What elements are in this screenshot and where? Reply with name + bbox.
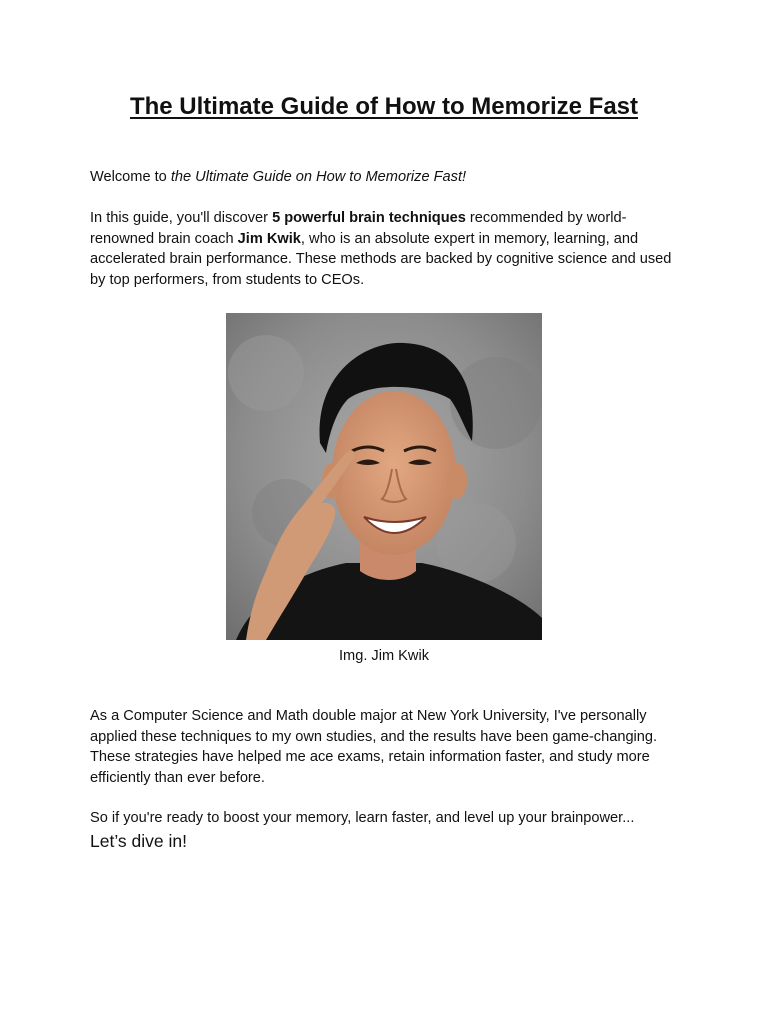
intro-text-1: In this guide, you'll discover: [90, 210, 273, 226]
coach-name: Jim Kwik: [237, 230, 301, 247]
portrait-photo: [226, 313, 542, 640]
intro-paragraph: [90, 208, 682, 290]
ready-paragraph: So if you're ready to boost your memory, learn faster, and level up your brainpower...: [90, 810, 635, 826]
closing-line: Let’s dive in!: [90, 831, 187, 851]
image-caption: Img. Jim Kwik: [339, 648, 429, 664]
intro-text-3: , who is an absolute expert in memory, learning, and accelerated brain performance. These methods are backed by cognitive science and used by top performers, from students to CEOs.: [90, 230, 672, 288]
techniques-highlight: 5 powerful brain techniques: [272, 210, 466, 226]
welcome-prefix: Welcome to: [90, 169, 171, 185]
welcome-paragraph: [90, 167, 682, 188]
guide-name: the Ultimate Guide on How to Memorize Fast!: [170, 169, 467, 185]
page-title: The Ultimate Guide of How to Memorize Fast: [129, 93, 639, 120]
intro-text-2: recommended by world-renowned brain coach: [90, 210, 627, 247]
background-paragraph: As a Computer Science and Math double major at New York University, I've personally applied these techniques to my own studies, and the results have been game-changing. These strategies have helped me ace exams, retain information faster, and study more efficiently than ever before.: [90, 708, 658, 786]
